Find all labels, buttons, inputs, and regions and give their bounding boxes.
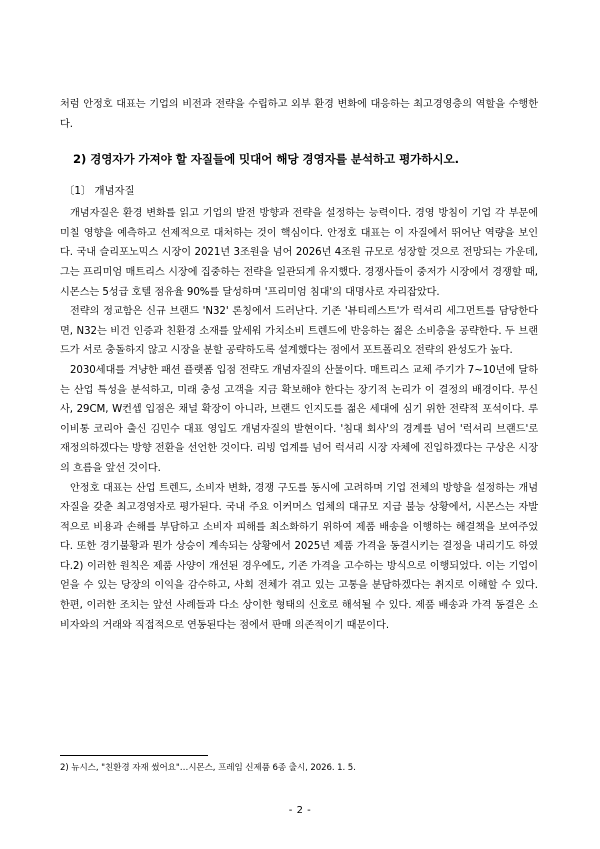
footnote-area xyxy=(60,755,538,775)
footnote-text: 2) 뉴시스, "친환경 자재 썼어요"…시몬스, 프레임 신제품 6종 출시, 2026. 1. 5. xyxy=(60,763,356,773)
body-paragraph-4: 안정호 대표는 산업 트렌드, 소비자 변화, 경쟁 구도를 동시에 고려하며 기업 전체의 방향을 설정하는 개념자질을 갖춘 최고경영자로 평가된다. 국내 주요 이커머스 업체의 대규모 지급 불능 상황에서, 시몬스는 자발적으로 비용과 손해를 부담하고 소비자 피해를 최소화하기 위하여 제품 배송을 이행하는 해결책을 보여주었다. 또한 경기불황과 뭔가 상승이 계속되는 상황에서 2025년 제품 가격을 동결시키는 결정을 내리기도 하였다.2) 이러한 원칙은 제품 사양이 개선된 경우에도, 기존 가격을 고수하는 방식으로 이행되었다. 이는 기업이 얻을 수 있는 당장의 이익을 감수하고, 사회 전체가 겪고 있는 고통을 분담하겠다는 취지로 이해할 수 있다. 한편, 이러한 조치는 앞선 사례들과 다소 상이한 형태의 신호로 해석될 수 있다. 제품 배송과 가격 동결은 소비자와의 거래와 직접적으로 연동된다는 점에서 판매 의존적이기 때문이다. xyxy=(60,482,538,631)
page-number: - 2 - xyxy=(288,805,312,816)
body-paragraph-2: 전략의 정교함은 신규 브랜드 'N32' 론칭에서 드러난다. 기존 '뷰티레스트'가 럭셔리 세그먼트를 담당한다면, N32는 비건 인증과 친환경 소재를 앞세워 가치소비 트렌드에 반응하는 젊은 소비층을 공략한다. 두 브랜드가 서로 충돌하지 않고 시장을 분할 공략하도록 설계했다는 점에서 포트폴리오 전략의 완성도가 높다. xyxy=(60,306,538,357)
document-body xyxy=(60,95,538,635)
body-paragraph-3: 2030세대를 겨냥한 패션 플랫폼 입점 전략도 개념자질의 산물이다. 매트리스 교체 주기가 7~10년에 달하는 산업 특성을 분석하고, 미래 충성 고객을 지금 확보해야 한다는 장기적 논리가 이 결정의 배경이다. 무신사, 29CM, W컨셉 입점은 채널 확장이 아니라, 브랜드 인지도를 젊은 세대에 심기 위한 전략적 포석이다. 루이비통 코리아 출신 김민수 대표 영입도 개념자질의 발현이다. '침대 회사'의 경계를 넘어 '럭셔리 브랜드'로 재정의하겠다는 방향 전환을 선언한 것이다. 리빙 업계를 넘어 럭셔리 시장 자체에 진입하겠다는 구상은 시장의 흐름을 앞선 것이다. xyxy=(60,364,538,474)
footnote-divider xyxy=(60,755,208,756)
intro-paragraph: 처럼 안정호 대표는 기업의 비전과 전략을 수립하고 외부 환경 변화에 대응하는 최고경영층의 역할을 수행한다. xyxy=(60,99,538,130)
body-paragraph-1: 개념자질은 환경 변화를 읽고 기업의 발전 방향과 전략을 설정하는 능력이다. 경영 방침이 기업 각 부문에 미칠 영향을 예측하고 선제적으로 대처하는 것이 핵심이다. 안정호 대표는 이 자질에서 뛰어난 역량을 보인다. 국내 슬리포노믹스 시장이 2021년 3조원을 넘어 2026년 4조원 규모로 성장할 것으로 전망되는 가운데, 그는 프리미엄 매트리스 시장에 집중하는 전략을 일관되게 유지했다. 경쟁사들이 중저가 시장에서 경쟁할 때, 시몬스는 5성급 호텔 점유율 90%를 달성하며 '프리미엄 침대'의 대명사로 자리잡았다. xyxy=(60,208,538,298)
section-heading: 2) 경영자가 가져야 할 자질들에 밋대어 해당 경영자를 분석하고 평가하시오. xyxy=(73,152,459,167)
subsection-heading: 〔1〕 개념자질 xyxy=(64,185,135,198)
